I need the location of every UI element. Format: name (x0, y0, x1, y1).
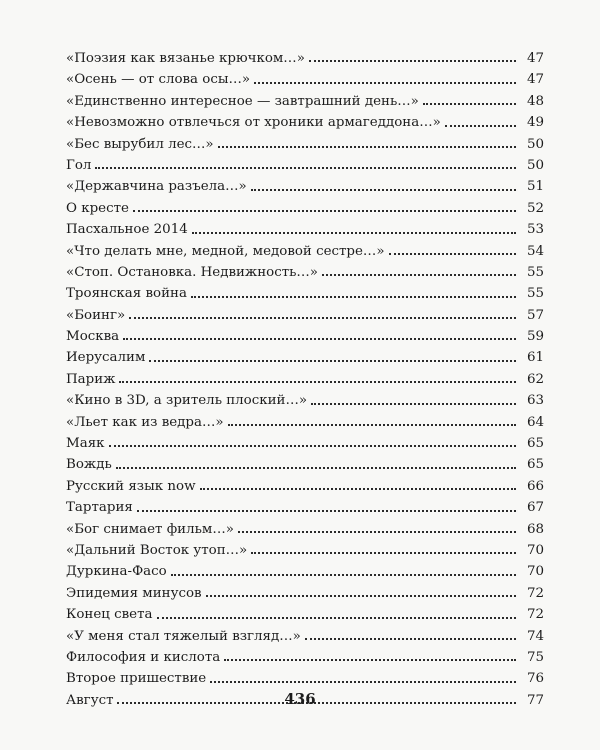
toc-entry-title: Философия и кислота (66, 649, 221, 665)
dot-leader (228, 424, 516, 426)
dot-leader (192, 232, 516, 234)
toc-entry-page: 67 (526, 500, 544, 516)
toc-entry-title: «Осень — от слова осы…» (66, 72, 251, 88)
dot-leader (206, 595, 516, 597)
toc-entry (66, 130, 544, 151)
toc-entry (66, 622, 544, 643)
dot-leader (389, 253, 516, 255)
toc-entry (66, 536, 544, 557)
toc-entry-page: 74 (526, 628, 544, 644)
toc-entry-title: «Державчина разъела…» (66, 179, 247, 195)
toc-entry-page: 66 (526, 478, 544, 494)
toc-entry-page: 61 (526, 350, 544, 366)
toc-entry-page: 50 (526, 136, 544, 152)
toc-entry-title: «Стоп. Остановка. Недвижность…» (66, 264, 319, 280)
toc-entry (66, 87, 544, 108)
toc-entry-title: «Боинг» (66, 307, 126, 323)
toc-entry (66, 557, 544, 578)
toc-entry-page: 47 (526, 72, 544, 88)
toc-entry (66, 44, 544, 65)
toc-entry-page: 50 (526, 157, 544, 173)
toc-entry-title: Гол (66, 157, 92, 173)
table-of-contents (66, 44, 544, 707)
dot-leader (445, 125, 516, 127)
dot-leader (171, 574, 516, 576)
toc-entry-title: Париж (66, 371, 116, 387)
toc-entry (66, 579, 544, 600)
toc-entry-title: «Поэзия как вязанье крючком…» (66, 50, 305, 66)
page-number: 436 (284, 690, 316, 708)
toc-entry-title: Тартария (66, 500, 133, 516)
dot-leader (119, 381, 516, 383)
dot-leader (305, 638, 516, 640)
dot-leader (157, 617, 517, 619)
toc-entry-title: Москва (66, 329, 120, 345)
toc-entry-page: 75 (526, 649, 544, 665)
dot-leader (423, 103, 516, 105)
toc-entry-title: «У меня стал тяжелый взгляд…» (66, 628, 301, 644)
toc-entry-title: «Невозможно отвлечься от хроники армагеддона…» (66, 115, 441, 131)
dot-leader (311, 403, 516, 405)
toc-entry (66, 515, 544, 536)
dot-leader (224, 659, 516, 661)
toc-entry-title: «Что делать мне, медной, медовой сестре…» (66, 243, 385, 259)
dot-leader (309, 60, 516, 62)
toc-entry-title: Эпидемия минусов (66, 585, 202, 601)
toc-entry-title: О кресте (66, 200, 129, 216)
toc-entry-page: 47 (526, 50, 544, 66)
dot-leader (322, 274, 516, 276)
toc-entry (66, 493, 544, 514)
toc-entry (66, 237, 544, 258)
toc-entry (66, 258, 544, 279)
toc-entry-page: 70 (526, 564, 544, 580)
toc-entry (66, 408, 544, 429)
toc-entry-title: Дуркина-Фасо (66, 564, 167, 580)
toc-entry-title: Август (66, 692, 114, 708)
toc-entry-title: Пасхальное 2014 (66, 222, 188, 238)
toc-entry-title: Иерусалим (66, 350, 146, 366)
dot-leader (116, 467, 516, 469)
dot-leader (95, 167, 516, 169)
dot-leader (123, 338, 516, 340)
toc-entry (66, 429, 544, 450)
toc-entry-title: «Льет как из ведра…» (66, 414, 224, 430)
dot-leader (210, 681, 516, 683)
toc-entry-page: 65 (526, 436, 544, 452)
toc-entry-page: 48 (526, 93, 544, 109)
toc-entry-page: 54 (526, 243, 544, 259)
dot-leader (149, 360, 516, 362)
toc-entry-title: «Кино в 3D, а зритель плоский…» (66, 393, 308, 409)
toc-entry (66, 279, 544, 300)
dot-leader (254, 82, 516, 84)
dot-leader (238, 531, 516, 533)
toc-entry-page: 55 (526, 286, 544, 302)
toc-entry (66, 664, 544, 685)
toc-entry-page: 55 (526, 264, 544, 280)
toc-entry (66, 322, 544, 343)
toc-entry-page: 65 (526, 457, 544, 473)
toc-entry-page: 57 (526, 307, 544, 323)
dot-leader (137, 510, 516, 512)
toc-entry-page: 68 (526, 521, 544, 537)
toc-entry-page: 49 (526, 115, 544, 131)
dot-leader (109, 445, 516, 447)
toc-entry (66, 600, 544, 621)
toc-entry-title: Русский язык now (66, 478, 196, 494)
dot-leader (129, 317, 516, 319)
toc-entry-title: Второе пришествие (66, 671, 207, 687)
toc-entry-page: 63 (526, 393, 544, 409)
toc-entry-page: 52 (526, 200, 544, 216)
toc-entry-title: «Дальний Восток утоп…» (66, 542, 248, 558)
toc-entry (66, 643, 544, 664)
toc-entry (66, 151, 544, 172)
dot-leader (191, 296, 516, 298)
toc-entry (66, 65, 544, 86)
dot-leader (218, 146, 516, 148)
toc-entry-title: Конец света (66, 607, 153, 623)
toc-entry-title: Маяк (66, 436, 105, 452)
toc-entry (66, 343, 544, 364)
toc-entry-title: Троянская война (66, 286, 187, 302)
toc-entry (66, 215, 544, 236)
toc-entry-page: 70 (526, 542, 544, 558)
toc-entry-page: 64 (526, 414, 544, 430)
dot-leader (251, 189, 516, 191)
toc-entry-page: 76 (526, 671, 544, 687)
dot-leader (133, 210, 516, 212)
toc-entry-page: 72 (526, 585, 544, 601)
toc-entry (66, 450, 544, 471)
toc-entry-title: Вождь (66, 457, 112, 473)
toc-entry (66, 386, 544, 407)
toc-entry (66, 194, 544, 215)
dot-leader (200, 488, 516, 490)
toc-entry (66, 301, 544, 322)
toc-entry-page: 59 (526, 329, 544, 345)
toc-entry (66, 108, 544, 129)
toc-entry (66, 472, 544, 493)
toc-entry-page: 72 (526, 607, 544, 623)
toc-entry-page: 62 (526, 371, 544, 387)
toc-entry-page: 77 (526, 692, 544, 708)
toc-entry-page: 51 (526, 179, 544, 195)
toc-entry-title: «Бог снимает фильм…» (66, 521, 234, 537)
toc-entry (66, 172, 544, 193)
toc-entry-title: «Единственно интересное — завтрашний день…» (66, 93, 419, 109)
toc-entry-title: «Бес вырубил лес…» (66, 136, 214, 152)
toc-entry-page: 53 (526, 222, 544, 238)
toc-entry (66, 365, 544, 386)
dot-leader (251, 552, 516, 554)
